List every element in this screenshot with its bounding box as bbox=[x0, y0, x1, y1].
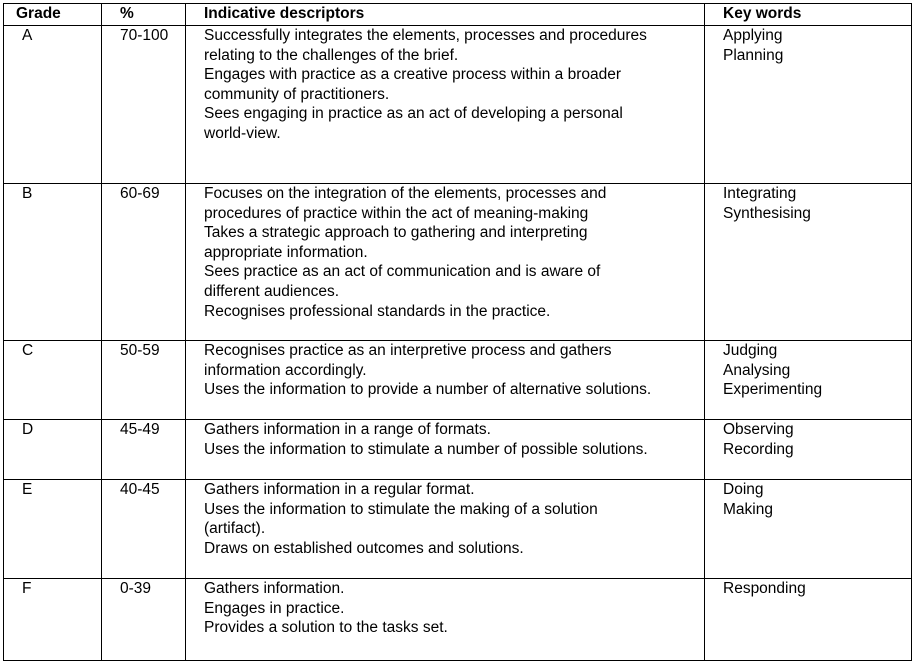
percent-cell bbox=[102, 480, 186, 579]
percent-value: 40-45 bbox=[120, 481, 160, 498]
descriptors-cell bbox=[186, 26, 705, 184]
keywords-cell bbox=[705, 420, 912, 480]
percent-value: 60-69 bbox=[120, 185, 160, 202]
descriptor-line: Uses the information to provide a number of alternative solutions. bbox=[204, 381, 652, 399]
keywords-cell bbox=[705, 579, 912, 661]
descriptor-line: Successfully integrates the elements, processes and procedures bbox=[204, 27, 647, 44]
descriptor-line: Draws on established outcomes and solutions. bbox=[204, 539, 524, 557]
header-descriptors: Indicative descriptors bbox=[186, 4, 705, 26]
table-row bbox=[4, 420, 912, 480]
keyword: Synthesising bbox=[723, 204, 811, 222]
table-row bbox=[4, 579, 912, 661]
keyword: Recording bbox=[723, 440, 794, 458]
keywords-cell bbox=[705, 480, 912, 579]
descriptor-line: Recognises professional standards in the practice. bbox=[204, 302, 551, 320]
descriptor-line: (artifact). bbox=[204, 520, 266, 538]
descriptors-cell bbox=[186, 184, 705, 341]
descriptors-cell bbox=[186, 341, 705, 420]
grade-cell bbox=[4, 420, 102, 480]
keyword: Judging bbox=[723, 342, 778, 359]
table-row bbox=[4, 26, 912, 184]
percent-cell bbox=[102, 579, 186, 661]
table-row bbox=[4, 341, 912, 420]
grade-cell bbox=[4, 184, 102, 341]
descriptor-line: different audiences. bbox=[204, 282, 340, 300]
percent-cell bbox=[102, 341, 186, 420]
descriptor-line: Gathers information in a range of formats. bbox=[204, 421, 491, 438]
keyword: Analysing bbox=[723, 361, 791, 379]
grade-value: F bbox=[22, 580, 32, 597]
header-percent: % bbox=[102, 4, 186, 26]
descriptor-line: Uses the information to stimulate the making of a solution bbox=[204, 500, 598, 518]
descriptor-line: world-view. bbox=[204, 124, 281, 142]
table-row bbox=[4, 184, 912, 341]
descriptor-line: relating to the challenges of the brief. bbox=[204, 46, 459, 64]
grade-value: D bbox=[22, 421, 34, 438]
percent-cell bbox=[102, 184, 186, 341]
grade-value: B bbox=[22, 185, 33, 202]
keyword: Applying bbox=[723, 27, 783, 44]
descriptor-line: Gathers information. bbox=[204, 580, 345, 597]
header-grade: Grade bbox=[4, 4, 102, 26]
descriptor-line: community of practitioners. bbox=[204, 85, 390, 103]
descriptor-line: Takes a strategic approach to gathering and interpreting bbox=[204, 224, 588, 242]
percent-cell bbox=[102, 420, 186, 480]
percent-value: 0-39 bbox=[120, 580, 152, 597]
descriptor-line: Focuses on the integration of the elements, processes and bbox=[204, 185, 607, 202]
keyword: Doing bbox=[723, 481, 764, 498]
percent-value: 70-100 bbox=[120, 27, 169, 44]
descriptor-line: Recognises practice as an interpretive process and gathers bbox=[204, 342, 612, 359]
descriptor-line: Sees practice as an act of communication and is aware of bbox=[204, 263, 601, 281]
grade-cell bbox=[4, 26, 102, 184]
descriptors-cell bbox=[186, 420, 705, 480]
grade-value: A bbox=[22, 27, 33, 44]
table-row bbox=[4, 480, 912, 579]
keyword: Responding bbox=[723, 580, 806, 597]
descriptors-cell bbox=[186, 579, 705, 661]
descriptor-line: procedures of practice within the act of meaning-making bbox=[204, 204, 589, 222]
percent-value: 45-49 bbox=[120, 421, 160, 438]
descriptor-line: Sees engaging in practice as an act of developing a personal bbox=[204, 105, 623, 123]
grade-value: E bbox=[22, 481, 33, 498]
grading-table bbox=[3, 3, 912, 661]
grade-value: C bbox=[22, 342, 34, 359]
keywords-cell bbox=[705, 184, 912, 341]
grade-cell bbox=[4, 341, 102, 420]
descriptor-line: Engages in practice. bbox=[204, 599, 345, 617]
keyword: Planning bbox=[723, 46, 784, 64]
header-keywords: Key words bbox=[705, 4, 912, 26]
descriptor-line: Engages with practice as a creative process within a broader bbox=[204, 66, 621, 84]
keywords-cell bbox=[705, 26, 912, 184]
grade-cell bbox=[4, 480, 102, 579]
keyword: Making bbox=[723, 500, 773, 518]
descriptor-line: appropriate information. bbox=[204, 243, 368, 261]
descriptors-cell bbox=[186, 480, 705, 579]
keywords-cell bbox=[705, 341, 912, 420]
descriptor-line: Gathers information in a regular format. bbox=[204, 481, 475, 498]
descriptor-line: Provides a solution to the tasks set. bbox=[204, 619, 448, 637]
descriptor-line: Uses the information to stimulate a number of possible solutions. bbox=[204, 440, 648, 458]
keyword: Observing bbox=[723, 421, 794, 438]
percent-value: 50-59 bbox=[120, 342, 160, 359]
percent-cell bbox=[102, 26, 186, 184]
descriptor-line: information accordingly. bbox=[204, 361, 367, 379]
header-row bbox=[4, 4, 912, 26]
keyword: Experimenting bbox=[723, 381, 823, 399]
grade-cell bbox=[4, 579, 102, 661]
keyword: Integrating bbox=[723, 185, 797, 202]
